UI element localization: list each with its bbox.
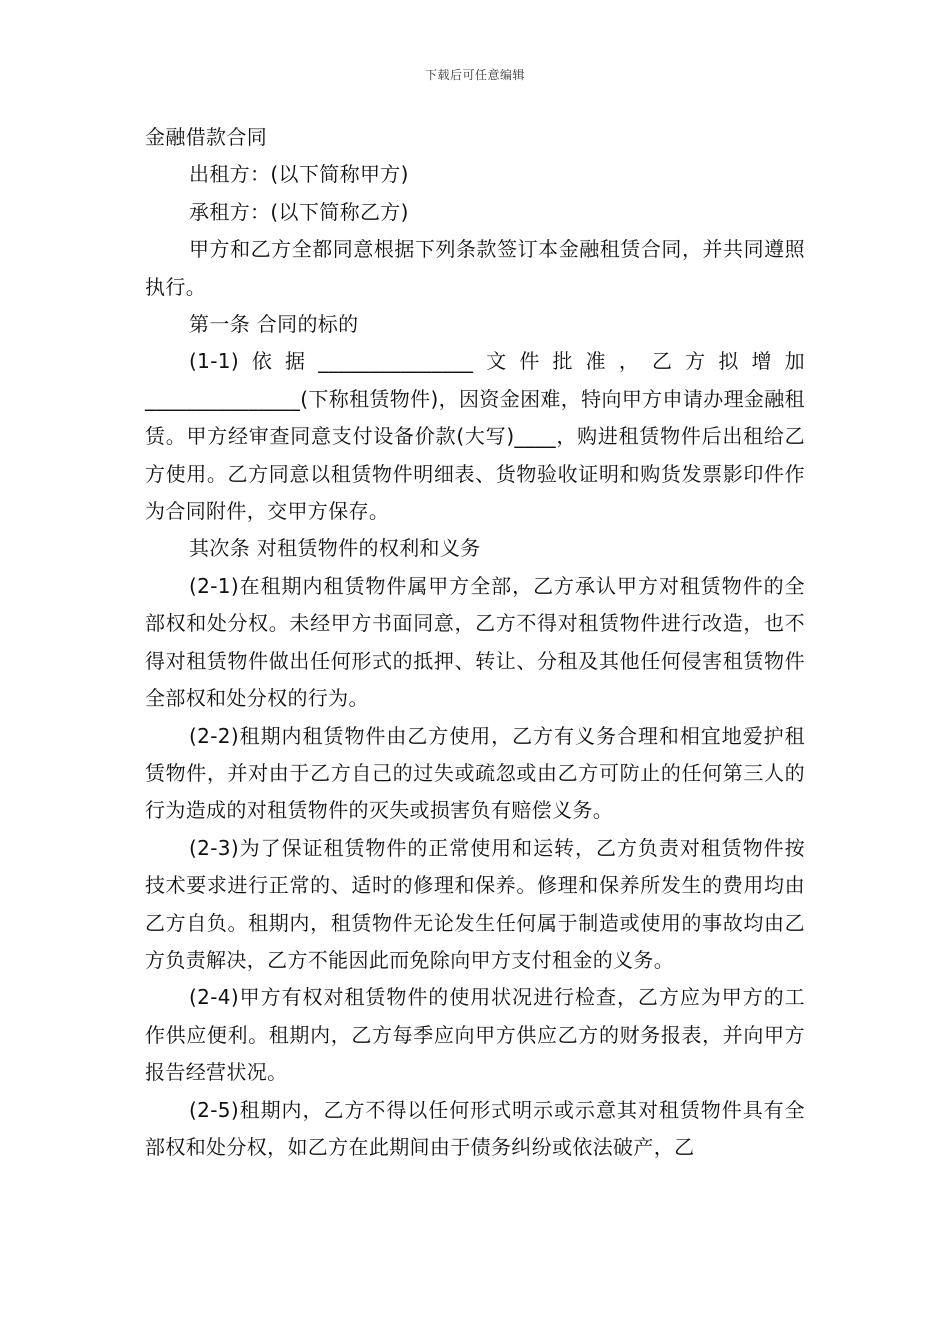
clause-2-1: (2-1)在租期内租赁物件属甲方全部，乙方承认甲方对租赁物件的全部权和处分权。未经甲方书面同意，乙方不得对租赁物件进行改造，也不得对租赁物件做出任何形式的抵押、转让、分租及其他任何侵害租赁物件全部权和处分权的行为。: [145, 573, 805, 711]
article-2-heading: 其次条 对租赁物件的权利和义务: [189, 536, 481, 561]
document-body: [145, 119, 805, 1166]
page-header-note: 下载后可任意编辑: [424, 68, 525, 82]
clause-2-5: (2-5)租期内，乙方不得以任何形式明示或示意其对租赁物件具有全部权和处分权，如乙方在此期间由于债务纠纷或依法破产，乙: [145, 1097, 805, 1159]
paragraph-lessor: 出租方：(以下简称甲方): [189, 162, 409, 187]
paragraph-lessee: 承租方：(以下简称乙方): [189, 199, 409, 224]
article-1-heading: 第一条 合同的标的: [189, 312, 359, 337]
clause-1-1: (1-1)依据_______________文件批准，乙方拟增加_______________(下称租赁物件)，因资金困难，特向甲方申请办理金融租赁。甲方经审查同意支付设备价款(大写)____，购进租赁物件后出租给乙方使用。乙方同意以租赁物件明细表、货物验收证明和购货发票影印件作为合同附件，交甲方保存。: [145, 349, 805, 524]
paragraph-agreement: 甲方和乙方全都同意根据下列条款签订本金融租赁合同，并共同遵照执行。: [145, 237, 805, 299]
clause-2-2: (2-2)租期内租赁物件由乙方使用，乙方有义务合理和相宜地爱护租赁物件，并对由于乙方自己的过失或疏忽或由乙方可防止的任何第三人的行为造成的对租赁物件的灭失或损害负有赔偿义务。: [145, 723, 805, 823]
clause-2-4: (2-4)甲方有权对租赁物件的使用状况进行检查，乙方应为甲方的工作供应便利。租期内，乙方每季应向甲方供应乙方的财务报表，并向甲方报告经营状况。: [145, 985, 805, 1085]
document-title: 金融借款合同: [145, 125, 268, 149]
clause-2-3: (2-3)为了保证租赁物件的正常使用和运转，乙方负责对租赁物件按技术要求进行正常的、适时的修理和保养。修理和保养所发生的费用均由乙方自负。租期内，租赁物件无论发生任何属于制造或使用的事故均由乙方负责解决，乙方不能因此而免除向甲方支付租金的义务。: [145, 835, 805, 972]
